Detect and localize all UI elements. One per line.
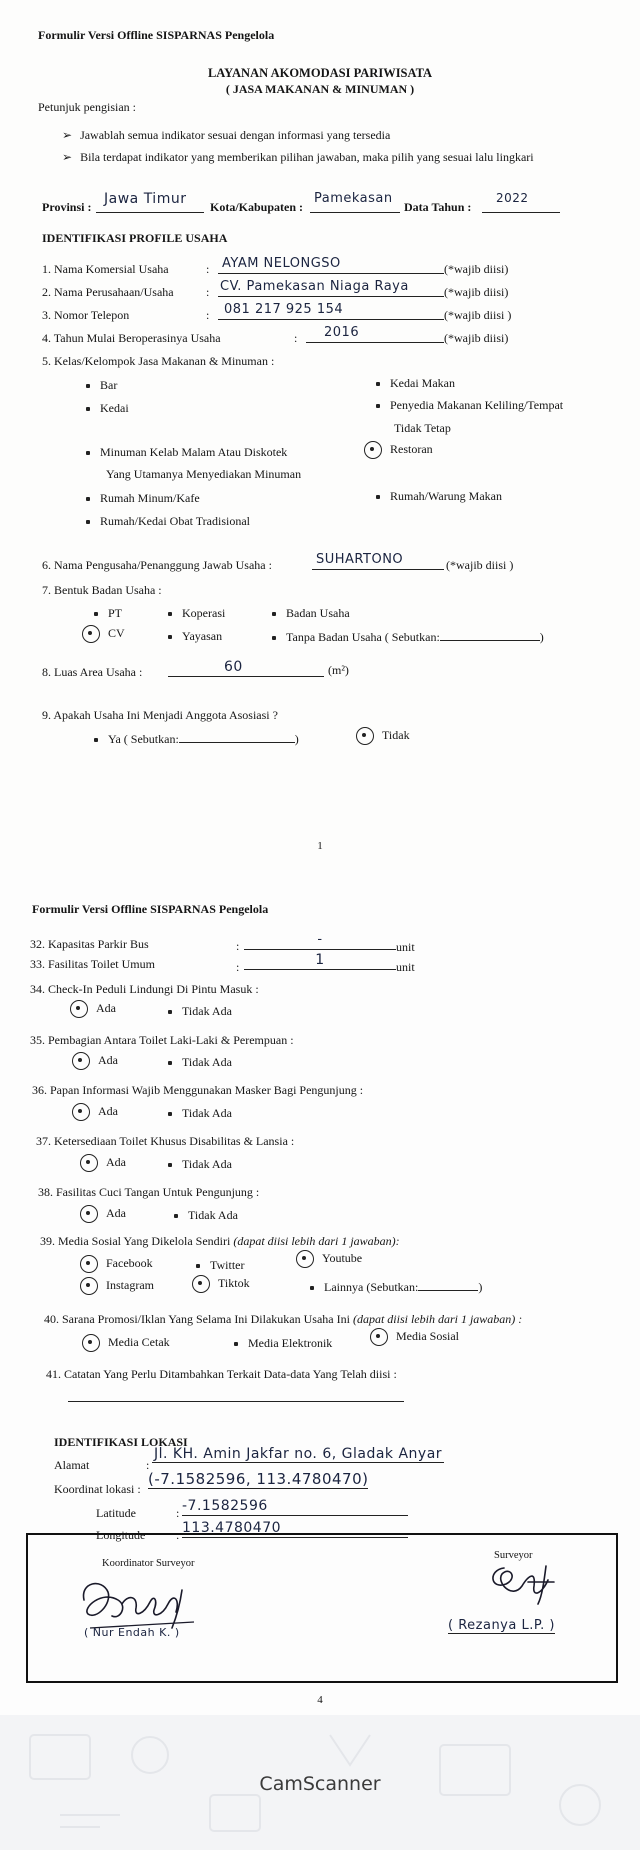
coordinator-name: ( Nur Endah K. ) [84, 1626, 180, 1639]
q39-option-lainnya[interactable]: Lainnya (Sebutkan: ) [310, 1279, 482, 1295]
camscanner-footer [0, 1715, 640, 1850]
q33-field[interactable]: 1 [244, 952, 396, 970]
q8-field[interactable]: 60 [168, 659, 324, 677]
q9-option-no[interactable]: Tidak [356, 727, 410, 745]
q37-option-tidak[interactable]: Tidak Ada [168, 1157, 232, 1172]
provinsi-field[interactable]: Jawa Timur [96, 191, 204, 213]
q4-label: 4. Tahun Mulai Beroperasinya Usaha [42, 331, 221, 345]
q7-option-badan-usaha[interactable]: Badan Usaha [272, 606, 350, 621]
q5-option-bar[interactable]: Bar [86, 378, 117, 393]
q7-option-koperasi[interactable]: Koperasi [168, 606, 225, 621]
alamat-field[interactable]: Jl. KH. Amin Jakfar no. 6, Gladak Anyar [154, 1446, 443, 1462]
q2-label: 2. Nama Perusahaan/Usaha [42, 285, 174, 299]
location-title: IDENTIFIKASI LOKASI [54, 1435, 188, 1449]
selected-circle-icon [80, 1277, 98, 1295]
surveyor-signature-icon [484, 1560, 564, 1608]
q5-option-kedai-makan[interactable]: Kedai Makan [376, 376, 455, 391]
instructions-label: Petunjuk pengisian : [38, 100, 136, 114]
form-title: Formulir Versi Offline SISPARNAS Pengelola [38, 28, 275, 42]
q34-option-tidak[interactable]: Tidak Ada [168, 1004, 232, 1019]
selected-circle-icon [72, 1052, 90, 1070]
lat-label: Latitude [96, 1506, 136, 1520]
q41-field[interactable] [68, 1388, 404, 1402]
page-number-1: 1 [317, 840, 323, 852]
q5-option-kelab-malam-cont: Yang Utamanya Menyediakan Minuman [106, 467, 302, 481]
q37-label: 37. Ketersediaan Toilet Khusus Disabilitas & Lansia : [36, 1134, 295, 1148]
selected-circle-icon [80, 1255, 98, 1273]
q7-label: 7. Bentuk Badan Usaha : [42, 583, 162, 597]
q1-note: (*wajib diisi) [444, 262, 509, 276]
q32-field[interactable]: - [244, 932, 396, 950]
kota-field[interactable]: Pamekasan [310, 191, 400, 213]
q39-label: 39. Media Sosial Yang Dikelola Sendiri (dapat diisi lebih dari 1 jawaban): [40, 1234, 400, 1248]
q5-option-kelab-malam[interactable]: Minuman Kelab Malam Atau Diskotek [86, 445, 287, 460]
q38-label: 38. Fasilitas Cuci Tangan Untuk Pengunjung : [38, 1185, 260, 1199]
selected-circle-icon [296, 1250, 314, 1268]
q6-label: 6. Nama Pengusaha/Penanggung Jawab Usaha : [42, 558, 272, 572]
q33-label: 33. Fasilitas Toilet Umum [30, 957, 155, 971]
q39-option-youtube[interactable]: Youtube [296, 1250, 362, 1268]
instruction-1: ➢ Jawablah semua indikator sesuai dengan informasi yang tersedia [62, 128, 391, 142]
q5-option-kedai[interactable]: Kedai [86, 401, 129, 416]
selected-circle-icon [370, 1328, 388, 1346]
q5-option-kafe[interactable]: Rumah Minum/Kafe [86, 491, 200, 506]
q3-note: (*wajib diisi ) [444, 308, 512, 322]
lon-field[interactable]: 113.4780470 [182, 1520, 408, 1538]
page-1: Formulir Versi Offline SISPARNAS Pengelola LAYANAN AKOMODASI PARIWISATA ( JASA MAKANAN & MINUMAN ) Petunjuk pengisian : ➢ Jawablah semua indikator sesuai dengan informasi yang tersedia ➢ Bila terdapat indikator yang memberikan pilihan jawaban, maka pilih yang sesuai lalu lingkari Provinsi : Jawa Timur Kota/Kabupaten : Pamekasan Data Tahun : 2022 IDENTIFIKASI PROFILE USAHA 1. Nama Komersial Usaha : AYAM NELONGSO (*wajib diisi) 2. Nama Perusahaan/Usaha : CV. Pamekasan Niaga Raya (*wajib diisi) 3. Nomor Telepon : 081 217 925 154 (*wajib diisi ) 4. Tahun Mulai Beroperasinya Usaha : 2016 (*wajib diisi) 5. Kelas/Kelompok Jasa Makanan & Minuman : Bar Kedai Minuman Kelab Malam Atau Diskotek Yang Utamanya Menyediakan Minuman Rumah Minum/Kafe Rumah/Kedai Obat Tradisional Kedai Makan Penyedia Makanan Keliling/Tempat Tidak Tetap Restoran Rumah/Warung Makan 6. Nama Pengusaha/Penanggung Jawab Usaha : SUHARTONO (*wajib diisi ) 7. Bentuk Badan Usaha : PT Koperasi Badan Usaha CV Yayasan Tanpa Badan Usaha ( Sebutkan: ) 8. Luas Area Usaha : 60 (m²) 9. Apakah Usaha Ini Menjadi Anggota Asosiasi ? Ya ( Sebutkan: ) Tidak 1 [0, 0, 640, 870]
q5-option-keliling[interactable]: Penyedia Makanan Keliling/Tempat [376, 398, 563, 413]
q38-option-tidak[interactable]: Tidak Ada [174, 1208, 238, 1223]
q40-option-elektronik[interactable]: Media Elektronik [234, 1336, 332, 1351]
q36-option-tidak[interactable]: Tidak Ada [168, 1106, 232, 1121]
selected-circle-icon [364, 441, 382, 459]
q40-label: 40. Sarana Promosi/Iklan Yang Selama Ini Dilakukan Usaha Ini (dapat diisi lebih dari 1 jawaban) : [44, 1312, 523, 1326]
q5-option-warung[interactable]: Rumah/Warung Makan [376, 489, 502, 504]
q6-note: (*wajib diisi ) [446, 558, 514, 572]
q2-note: (*wajib diisi) [444, 285, 509, 299]
q40-option-cetak[interactable]: Media Cetak [82, 1334, 170, 1352]
surveyor-name: ( Rezanya L.P. ) [448, 1618, 555, 1633]
provinsi-label: Provinsi : [42, 200, 92, 214]
section-profile-title: IDENTIFIKASI PROFILE USAHA [42, 231, 228, 245]
q7-option-yayasan[interactable]: Yayasan [168, 629, 222, 644]
q38-option-ada[interactable]: Ada [80, 1205, 126, 1223]
q2-field[interactable]: CV. Pamekasan Niaga Raya [218, 279, 444, 297]
q8-label: 8. Luas Area Usaha : [42, 665, 143, 679]
q32-unit: unit [396, 940, 415, 954]
q35-option-ada[interactable]: Ada [72, 1052, 118, 1070]
instruction-2: ➢ Bila terdapat indikator yang memberikan pilihan jawaban, maka pilih yang sesuai lalu lingkari [62, 150, 534, 164]
koordinat-label: Koordinat lokasi : [54, 1482, 141, 1496]
selected-circle-icon [80, 1205, 98, 1223]
tahun-label: Data Tahun : [404, 200, 472, 214]
q1-field[interactable]: AYAM NELONGSO [218, 256, 444, 274]
q39-option-facebook[interactable]: Facebook [80, 1255, 153, 1273]
koordinat-field[interactable]: (-7.1582596, 113.4780470) [148, 1470, 369, 1488]
q36-option-ada[interactable]: Ada [72, 1103, 118, 1121]
q37-option-ada[interactable]: Ada [80, 1154, 126, 1172]
q39-option-twitter[interactable]: Twitter [196, 1258, 244, 1273]
selected-circle-icon [356, 727, 374, 745]
selected-circle-icon [70, 1000, 88, 1018]
q34-option-ada[interactable]: Ada [70, 1000, 116, 1018]
q9-label: 9. Apakah Usaha Ini Menjadi Anggota Asosiasi ? [42, 708, 278, 722]
q7-option-tanpa[interactable]: Tanpa Badan Usaha ( Sebutkan: ) [272, 629, 544, 645]
q40-option-sosial[interactable]: Media Sosial [370, 1328, 459, 1346]
selected-circle-icon [82, 625, 100, 643]
q7-option-pt[interactable]: PT [94, 606, 122, 621]
q7-option-cv[interactable]: CV [82, 625, 125, 643]
q9-option-yes[interactable]: Ya ( Sebutkan: ) [94, 731, 299, 747]
q8-unit: (m²) [328, 663, 349, 677]
selected-circle-icon [80, 1154, 98, 1172]
q35-option-tidak[interactable]: Tidak Ada [168, 1055, 232, 1070]
q32-label: 32. Kapasitas Parkir Bus [30, 937, 149, 951]
camscanner-label: CamScanner [259, 1773, 381, 1795]
kota-label: Kota/Kabupaten : [210, 200, 304, 214]
q3-label: 3. Nomor Telepon [42, 308, 130, 322]
page4-form-title: Formulir Versi Offline SISPARNAS Pengelola [32, 902, 269, 916]
q4-note: (*wajib diisi) [444, 331, 509, 345]
q3-field[interactable]: 081 217 925 154 [218, 302, 444, 320]
coordinator-label: Koordinator Surveyor [102, 1558, 195, 1569]
q33-unit: unit [396, 960, 415, 974]
alamat-label: Alamat [54, 1458, 90, 1472]
selected-circle-icon [82, 1334, 100, 1352]
q36-label: 36. Papan Informasi Wajib Menggunakan Masker Bagi Pengunjung : [32, 1083, 364, 1097]
q39-option-instagram[interactable]: Instagram [80, 1277, 154, 1295]
q4-field[interactable]: 2016 [306, 325, 444, 343]
q6-field[interactable]: SUHARTONO [312, 552, 444, 570]
q1-label: 1. Nama Komersial Usaha [42, 262, 169, 276]
main-title: LAYANAN AKOMODASI PARIWISATA [207, 66, 433, 80]
selected-circle-icon [192, 1275, 210, 1293]
q35-label: 35. Pembagian Antara Toilet Laki-Laki & Perempuan : [30, 1033, 294, 1047]
q39-option-tiktok[interactable]: Tiktok [192, 1275, 250, 1293]
surveyor-label: Surveyor [494, 1550, 533, 1561]
selected-circle-icon [72, 1103, 90, 1121]
q34-label: 34. Check-In Peduli Lindungi Di Pintu Masuk : [30, 982, 259, 996]
lon-label: Longitude [96, 1528, 146, 1542]
q5-label: 5. Kelas/Kelompok Jasa Makanan & Minuman : [42, 354, 275, 368]
q5-option-restoran[interactable]: Restoran [364, 441, 433, 459]
tahun-field[interactable]: 2022 [482, 191, 560, 213]
lat-field[interactable]: -7.1582596 [182, 1498, 408, 1516]
sub-title: ( JASA MAKANAN & MINUMAN ) [225, 82, 415, 96]
q5-option-obat[interactable]: Rumah/Kedai Obat Tradisional [86, 514, 250, 529]
page-number-4: 4 [317, 1694, 323, 1706]
q41-label: 41. Catatan Yang Perlu Ditambahkan Terkait Data-data Yang Telah diisi : [46, 1367, 397, 1381]
q5-option-keliling-cont: Tidak Tetap [394, 421, 451, 435]
